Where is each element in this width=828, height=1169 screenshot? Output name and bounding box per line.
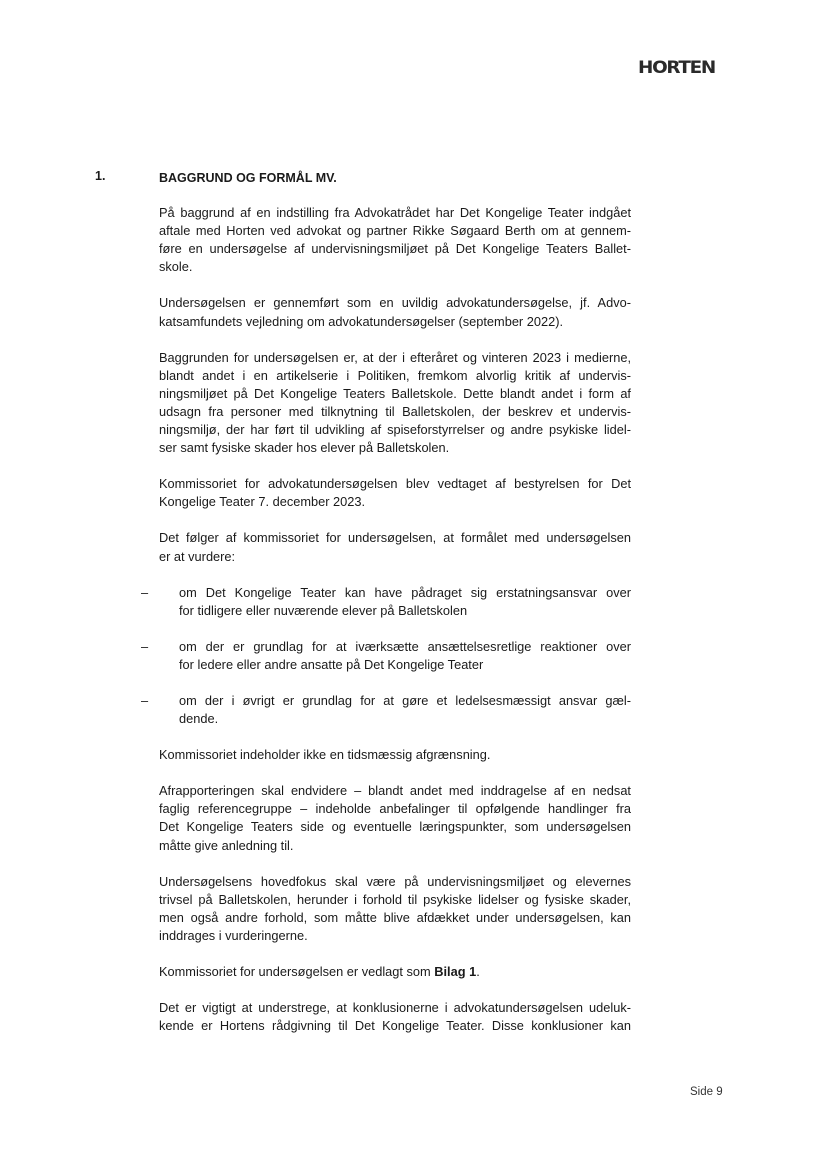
horten-logo: HORTEN [638,58,715,78]
text-line: om der er grundlag for at iværksætte ansættelsesretlige reaktioner over [179,638,631,654]
text-line: Undersøgelsen er gennemført som en uvildig advokatundersøgelse, jf. Advo- [159,295,631,311]
text-line: Kommissoriet for advokatundersøgelsen blev vedtaget af bestyrelsen for Det [159,476,631,492]
paragraph [159,782,631,854]
text-line: Kongelige Teater 7. december 2023. [159,494,366,510]
text-line: ningsmiljø, der har ført til udvikling af spiseforstyrrelser og andre psykiske lidel- [159,422,631,438]
list-item-text [179,638,631,674]
text-line: På baggrund af en indstilling fra Advokatrådet har Det Kongelige Teater indgået [159,205,631,221]
text-line: men også andre forhold, som måtte blive afdækket under undersøgelsen, kan [159,909,631,925]
text-line: Baggrunden for undersøgelsen er, at der i efteråret og vinteren 2023 i medierne, [159,349,631,365]
text-line: Det er vigtigt at understrege, at konklusionerne i advokatundersøgelsen udeluk- [159,1000,631,1016]
paragraph [159,475,631,511]
bilag-suffix: . [476,964,480,979]
document-body [141,169,631,1053]
text-line: udsagn fra personer med tilknytning til Balletskolen, der beskrev et undervis- [159,403,631,419]
text-line: er at vurdere: [159,548,236,564]
text-line: skole. [159,259,193,275]
paragraph [159,873,631,945]
text-line: blandt andet i en artikelserie i Politiken, fremkom alvorlig kritik af undervis- [159,367,631,383]
text-line: om Det Kongelige Teater kan have pådraget sig erstatningsansvar over [179,584,631,600]
paragraph [159,204,631,276]
dash-bullet: – [141,692,149,708]
list-item [141,692,631,728]
text-line: aftale med Horten ved advokat og partner Rikke Søgaard Berth om at gennem- [159,223,631,239]
text-line: Det Kongelige Teaters side og eventuelle læringspunkter, som undersøgelsen [159,819,631,835]
text-line: for tidligere eller nuværende elever på Balletskolen [179,602,468,618]
text-line: ser samt fysiske skader hos elever på Balletskolen. [159,440,450,456]
text-line: ningsmiljøet på Det Kongelige Teaters Balletskole. Dette blandt andet i form af [159,385,631,401]
section-title: BAGGRUND OG FORMÅL MV. [159,171,337,185]
text-line: katsamfundets vejledning om advokatundersøgelser (september 2022). [159,313,564,329]
list-item [141,584,631,620]
section-number: 1. [95,169,106,183]
text-line [159,963,631,981]
list-item-text [179,584,631,620]
page-number: Side 9 [690,1086,723,1098]
paragraph [159,746,631,764]
paragraph [159,999,631,1035]
dash-bullet: – [141,584,149,600]
text-line: dende. [179,711,219,727]
text-line: faglig referencegruppe – indeholde anbefalinger til opfølgende handlinger fra [159,801,631,817]
text-line: føre en undersøgelse af undervisningsmiljøet på Det Kongelige Teaters Ballet- [159,241,631,257]
list-item [141,638,631,674]
paragraph [159,294,631,330]
bullet-list [141,584,631,729]
text-line: for ledere eller andre ansatte på Det Kongelige Teater [179,656,484,672]
list-item-text [179,692,631,728]
text-line: Undersøgelsens hovedfokus skal være på undervisningsmiljøet og elevernes [159,873,631,889]
text-line: trivsel på Balletskolen, herunder i forhold til psykiske lidelser og fysiske skader, [159,891,631,907]
paragraph [159,349,631,458]
bilag-reference: Bilag 1 [434,964,477,979]
text-line: om der i øvrigt er grundlag for at gøre et ledelsesmæssigt ansvar gæl- [179,692,631,708]
text-line: inddrages i vurderingerne. [159,927,308,943]
text-line: Det følger af kommissoriet for undersøgelsen, at formålet med undersøgelsen [159,530,631,546]
text-line: måtte give anledning til. [159,837,294,853]
bilag-prefix: Kommissoriet for undersøgelsen er vedlagt som [159,964,435,979]
bilag-paragraph [159,963,631,981]
text-line: Afrapporteringen skal endvidere – blandt andet med inddragelse af en nedsat [159,783,631,799]
text-line: kende er Hortens rådgivning til Det Kongelige Teater. Disse konklusioner kan [159,1018,631,1034]
paragraph [159,529,631,565]
dash-bullet: – [141,638,149,654]
text-line: Kommissoriet indeholder ikke en tidsmæssig afgrænsning. [159,747,491,763]
